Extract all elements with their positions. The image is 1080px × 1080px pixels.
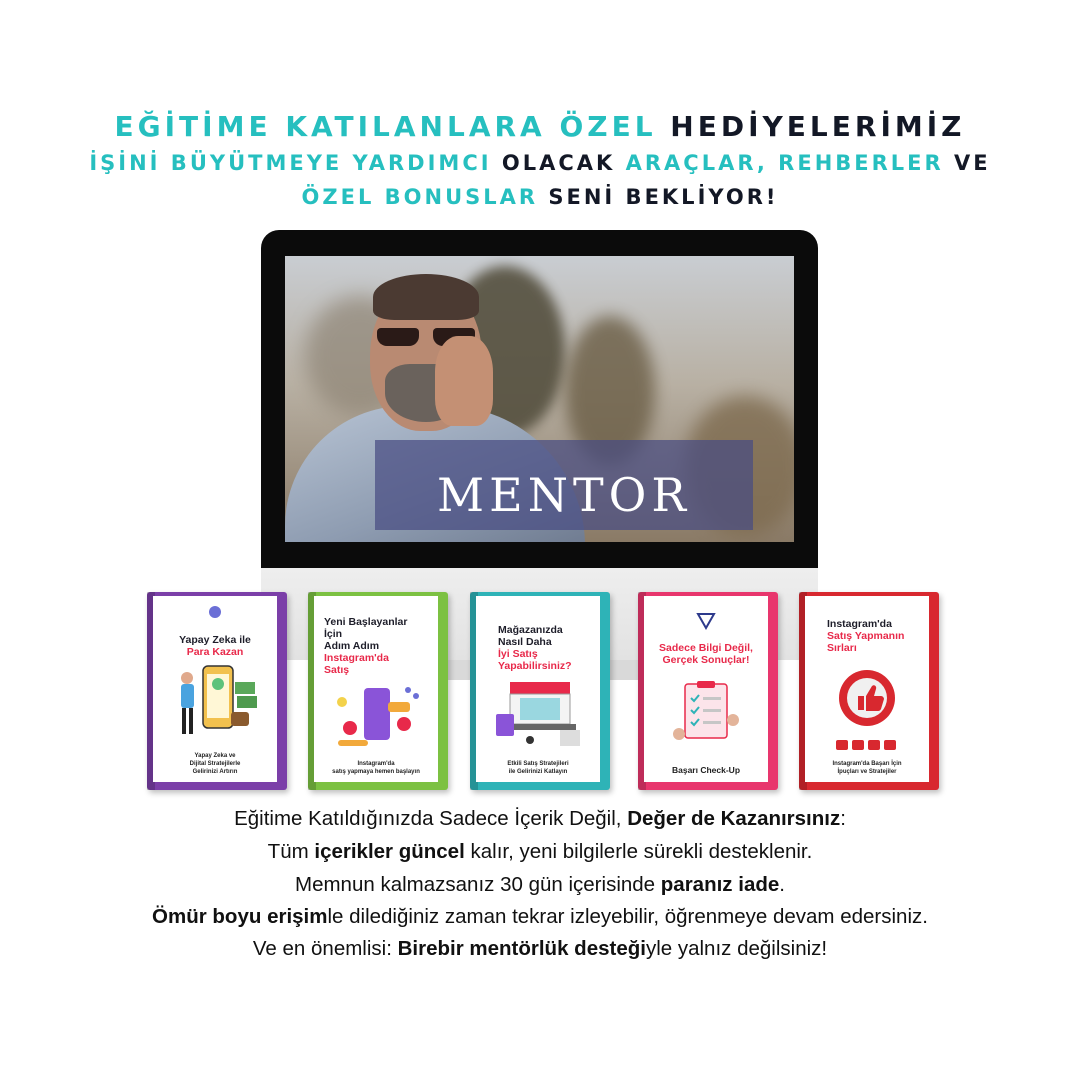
headline-3-teal: ÖZEL BONUSLAR [301,185,539,209]
book-2-subtitle-a: Instagram'da [357,761,395,767]
book-3-subtitle-a: Etkili Satış Stratejileri [507,761,569,767]
book-2-title-e: Satış [324,664,350,676]
benefit-5-c: yle yalnız değilsiniz! [645,937,828,960]
benefit-1-c: : [840,807,846,830]
headline-line-1 [0,110,1080,143]
benefit-line-3 [0,873,1080,897]
book-1-title-b: Para Kazan [186,646,244,658]
book-yeni-baslayanlar [308,592,448,790]
book-4-title-b: Gerçek Sonuçlar! [662,654,750,666]
social-icons-row [834,736,900,755]
benefit-3-c: . [779,873,785,896]
benefit-2-b: içerikler güncel [314,840,465,863]
mentor-photo [285,256,794,542]
checklist-icon [671,680,741,746]
phone-money-illustration [165,662,265,742]
monitor-frame [261,230,818,568]
robot-logo-icon [208,604,222,623]
book-5-title-b: Satış Yapmanın [827,630,905,642]
book-1-subtitle-a: Yapay Zeka ve [194,753,236,759]
person-hand [435,336,493,426]
benefit-1-a: Eğitime Katıldığınızda Sadece İçerik Değil, [234,807,628,830]
book-1-subtitle-b: Dijital Stratejilerle [189,761,241,767]
logo-icon [696,612,716,634]
book-1-title-a: Yapay Zeka ile [179,634,251,646]
headline-1-dark: HEDİYELERİMİZ [670,110,966,143]
benefit-line-1 [0,807,1080,831]
benefit-5-b: Birebir mentörlük desteği [397,937,646,960]
book-2-title-b: İçin [324,628,343,640]
headline-1-teal: EĞİTİME KATILANLARA ÖZEL [114,110,657,143]
social-media-illustration [328,680,424,754]
benefit-4-b: le dilediğiniz zaman tekrar izleyebilir, öğrenmeye devam edersiniz. [327,905,928,928]
book-4-subtitle-a: Başarı Check-Up [671,765,741,775]
book-2-subtitle-b: satış yapmaya hemen başlayın [332,769,420,775]
book-3-title-c: İyi Satış [498,648,538,660]
book-5-subtitle-a: Instagram'da Başarı İçin [832,761,902,767]
benefit-5-a: Ve en önemlisi: [252,937,398,960]
book-yapay-zeka [147,592,287,790]
benefit-line-5 [0,937,1080,961]
book-3-subtitle-b: ile Gelirinizi Katlayın [508,769,568,775]
benefit-3-a: Memnun kalmazsanız 30 gün içerisinde [295,873,661,896]
headline-line-3 [0,185,1080,209]
benefit-3-b: paranız iade [660,873,780,896]
book-instagram-sirlari [799,592,939,790]
book-5-title-c: Sırları [827,642,857,654]
headline-line-2 [0,151,1080,175]
book-2-title-a: Yeni Başlayanlar [324,616,408,628]
book-4-title-a: Sadece Bilgi Değil, [659,642,753,654]
book-5-subtitle-b: İpuçları ve Stratejiler [837,769,897,775]
benefit-1-b: Değer de Kazanırsınız [627,807,841,830]
benefit-2-a: Tüm [267,840,315,863]
book-2-title-c: Adım Adım [324,640,380,652]
headline-2-dark-a: OLACAK [501,151,616,175]
benefit-4-a: Ömür boyu erişim [152,905,328,928]
book-2-title-d: Instagram'da [324,652,389,664]
book-5-title-a: Instagram'da [827,618,892,630]
benefit-line-2 [0,840,1080,864]
book-1-subtitle-c: Gelirinizi Artırın [192,769,238,775]
headline-2-teal-b: ARAÇLAR, REHBERLER [625,151,944,175]
headline-2-teal-a: İŞİNİ BÜYÜTMEYE YARDIMCI [89,151,492,175]
book-3-title-b: Nasıl Daha [498,636,552,648]
book-magazanizda [470,592,610,790]
benefit-2-c: kalır, yeni bilgilerle sürekli desteklenir. [464,840,813,863]
book-sadece-bilgi [638,592,778,790]
headline-3-dark: SENİ BEKLİYOR! [548,185,779,209]
thumbs-up-icon [832,666,902,736]
headline-2-dark-b: VE [954,151,991,175]
mentor-title: MENTOR [437,468,691,522]
benefit-line-4 [0,905,1080,929]
book-3-title-d: Yapabilirsiniz? [498,660,572,672]
book-3-title-a: Mağazanızda [498,624,563,636]
person-hair [373,274,479,320]
online-store-illustration [490,676,586,754]
